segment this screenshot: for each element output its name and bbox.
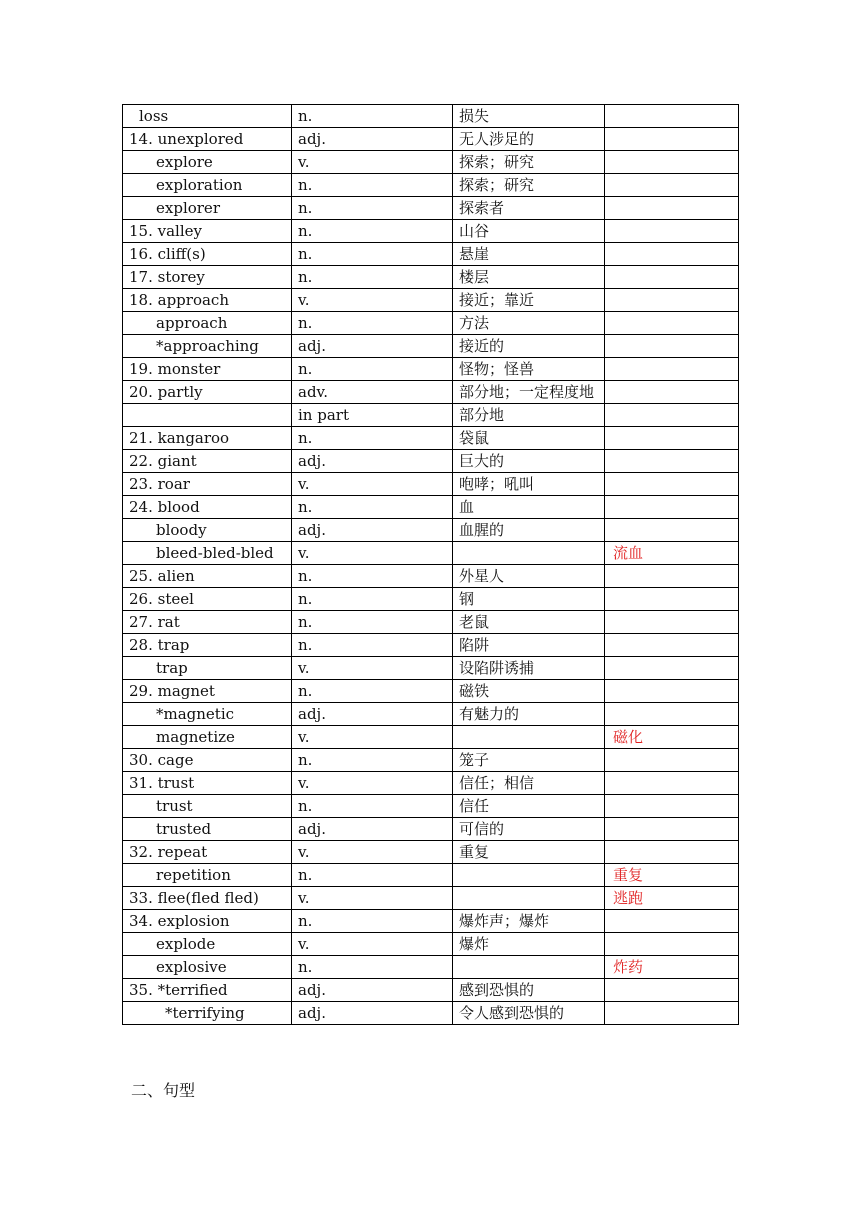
note-cell	[605, 1002, 739, 1025]
word-text: 20. partly	[129, 383, 203, 401]
table-row	[123, 519, 739, 542]
word-cell	[123, 289, 292, 312]
note-cell	[605, 174, 739, 197]
table-row	[123, 565, 739, 588]
note-cell	[605, 818, 739, 841]
note-cell	[605, 611, 739, 634]
meaning-cell	[453, 542, 605, 565]
meaning-cell: 信任；相信	[453, 772, 605, 795]
part-of-speech-cell: n.	[292, 588, 453, 611]
word-text: 31. trust	[129, 774, 195, 792]
word-cell	[123, 220, 292, 243]
word-cell	[123, 703, 292, 726]
part-of-speech-cell: n.	[292, 956, 453, 979]
word-text: explorer	[156, 199, 220, 217]
note-cell	[605, 289, 739, 312]
meaning-cell: 笼子	[453, 749, 605, 772]
meaning-cell	[453, 864, 605, 887]
word-cell	[123, 105, 292, 128]
table-row	[123, 979, 739, 1002]
table-row	[123, 657, 739, 680]
part-of-speech-cell: n.	[292, 680, 453, 703]
word-cell	[123, 542, 292, 565]
table-row	[123, 795, 739, 818]
word-text: 26. steel	[129, 590, 194, 608]
part-of-speech-cell: n.	[292, 611, 453, 634]
word-text: 24. blood	[129, 498, 200, 516]
meaning-cell: 部分地	[453, 404, 605, 427]
word-text: 30. cage	[129, 751, 194, 769]
note-cell	[605, 220, 739, 243]
part-of-speech-cell: n.	[292, 634, 453, 657]
part-of-speech-cell: v.	[292, 841, 453, 864]
note-cell	[605, 266, 739, 289]
word-text: 35. *terrified	[129, 981, 228, 999]
word-cell	[123, 565, 292, 588]
part-of-speech-cell: v.	[292, 933, 453, 956]
note-cell	[605, 588, 739, 611]
part-of-speech-cell: v.	[292, 772, 453, 795]
word-cell	[123, 933, 292, 956]
word-cell	[123, 634, 292, 657]
note-cell	[605, 910, 739, 933]
note-cell	[605, 703, 739, 726]
part-of-speech-cell: n.	[292, 266, 453, 289]
meaning-cell: 爆炸	[453, 933, 605, 956]
note-cell	[605, 105, 739, 128]
note-cell	[605, 979, 739, 1002]
part-of-speech-cell: v.	[292, 726, 453, 749]
word-text: 25. alien	[129, 567, 195, 585]
word-cell	[123, 197, 292, 220]
word-text: 29. magnet	[129, 682, 215, 700]
meaning-cell: 磁铁	[453, 680, 605, 703]
meaning-cell: 方法	[453, 312, 605, 335]
table-row	[123, 1002, 739, 1025]
meaning-cell	[453, 956, 605, 979]
part-of-speech-cell: n.	[292, 795, 453, 818]
note-cell	[605, 381, 739, 404]
word-cell	[123, 473, 292, 496]
note-cell	[605, 565, 739, 588]
table-row	[123, 588, 739, 611]
word-text: 18. approach	[129, 291, 229, 309]
table-row	[123, 473, 739, 496]
word-cell	[123, 588, 292, 611]
table-row	[123, 358, 739, 381]
part-of-speech-cell: adj.	[292, 703, 453, 726]
part-of-speech-cell: adj.	[292, 979, 453, 1002]
table-row	[123, 289, 739, 312]
note-cell	[605, 772, 739, 795]
note-cell: 逃跑	[605, 887, 739, 910]
note-cell	[605, 749, 739, 772]
note-cell	[605, 841, 739, 864]
meaning-cell: 陷阱	[453, 634, 605, 657]
table-row	[123, 956, 739, 979]
meaning-cell: 可信的	[453, 818, 605, 841]
word-cell	[123, 243, 292, 266]
part-of-speech-cell: n.	[292, 312, 453, 335]
table-row	[123, 151, 739, 174]
part-of-speech-cell: adj.	[292, 128, 453, 151]
word-cell	[123, 887, 292, 910]
word-cell	[123, 979, 292, 1002]
note-cell	[605, 335, 739, 358]
word-cell	[123, 404, 292, 427]
word-text: repetition	[156, 866, 231, 884]
vocabulary-table-body	[123, 105, 739, 1025]
word-cell	[123, 381, 292, 404]
word-cell	[123, 427, 292, 450]
word-cell	[123, 450, 292, 473]
word-cell	[123, 611, 292, 634]
table-row	[123, 887, 739, 910]
meaning-cell: 钢	[453, 588, 605, 611]
note-cell	[605, 473, 739, 496]
part-of-speech-cell: n.	[292, 220, 453, 243]
word-text: explode	[156, 935, 216, 953]
part-of-speech-cell: v.	[292, 657, 453, 680]
note-cell	[605, 151, 739, 174]
word-text: trusted	[156, 820, 212, 838]
table-row	[123, 128, 739, 151]
note-cell	[605, 933, 739, 956]
meaning-cell: 探索；研究	[453, 174, 605, 197]
part-of-speech-cell: in part	[292, 404, 453, 427]
part-of-speech-cell: adj.	[292, 519, 453, 542]
word-text: 16. cliff(s)	[129, 245, 206, 263]
word-cell	[123, 128, 292, 151]
word-cell	[123, 795, 292, 818]
word-text: 32. repeat	[129, 843, 208, 861]
meaning-cell: 袋鼠	[453, 427, 605, 450]
word-cell	[123, 657, 292, 680]
part-of-speech-cell: n.	[292, 565, 453, 588]
word-cell	[123, 1002, 292, 1025]
part-of-speech-cell: v.	[292, 887, 453, 910]
meaning-cell: 接近；靠近	[453, 289, 605, 312]
word-text: explore	[156, 153, 213, 171]
meaning-cell: 设陷阱诱捕	[453, 657, 605, 680]
word-text: approach	[156, 314, 228, 332]
part-of-speech-cell: adj.	[292, 1002, 453, 1025]
word-cell	[123, 749, 292, 772]
word-text: 21. kangaroo	[129, 429, 230, 447]
word-text: trap	[156, 659, 188, 677]
word-cell	[123, 864, 292, 887]
word-text: bleed-bled-bled	[156, 544, 274, 562]
note-cell	[605, 312, 739, 335]
meaning-cell	[453, 887, 605, 910]
meaning-cell	[453, 726, 605, 749]
table-row	[123, 381, 739, 404]
note-cell	[605, 197, 739, 220]
meaning-cell: 重复	[453, 841, 605, 864]
word-cell	[123, 818, 292, 841]
word-text: 14. unexplored	[129, 130, 244, 148]
note-cell	[605, 795, 739, 818]
word-text: 27. rat	[129, 613, 180, 631]
section-heading-sentence-patterns: 二、句型	[131, 1081, 196, 1100]
word-cell	[123, 312, 292, 335]
meaning-cell: 外星人	[453, 565, 605, 588]
meaning-cell: 感到恐惧的	[453, 979, 605, 1002]
note-cell: 重复	[605, 864, 739, 887]
word-text: *terrifying	[165, 1004, 245, 1022]
part-of-speech-cell: n.	[292, 910, 453, 933]
word-cell	[123, 726, 292, 749]
part-of-speech-cell: n.	[292, 197, 453, 220]
word-text: 15. valley	[129, 222, 202, 240]
meaning-cell: 探索者	[453, 197, 605, 220]
note-cell: 流血	[605, 542, 739, 565]
part-of-speech-cell: v.	[292, 542, 453, 565]
meaning-cell: 令人感到恐惧的	[453, 1002, 605, 1025]
word-text: loss	[139, 107, 169, 125]
note-cell	[605, 243, 739, 266]
word-text: bloody	[156, 521, 207, 539]
meaning-cell: 楼层	[453, 266, 605, 289]
part-of-speech-cell: adj.	[292, 335, 453, 358]
word-cell	[123, 519, 292, 542]
word-text: 22. giant	[129, 452, 197, 470]
part-of-speech-cell: n.	[292, 496, 453, 519]
meaning-cell: 探索；研究	[453, 151, 605, 174]
meaning-cell: 部分地；一定程度地	[453, 381, 605, 404]
meaning-cell: 接近的	[453, 335, 605, 358]
part-of-speech-cell: adj.	[292, 818, 453, 841]
meaning-cell: 巨大的	[453, 450, 605, 473]
table-row	[123, 910, 739, 933]
table-row	[123, 818, 739, 841]
word-text: *approaching	[156, 337, 259, 355]
meaning-cell: 血	[453, 496, 605, 519]
part-of-speech-cell: v.	[292, 151, 453, 174]
table-row	[123, 841, 739, 864]
table-row	[123, 772, 739, 795]
word-cell	[123, 496, 292, 519]
table-row	[123, 611, 739, 634]
meaning-cell: 信任	[453, 795, 605, 818]
table-row	[123, 335, 739, 358]
table-row	[123, 542, 739, 565]
meaning-cell: 无人涉足的	[453, 128, 605, 151]
note-cell	[605, 680, 739, 703]
part-of-speech-cell: adv.	[292, 381, 453, 404]
note-cell: 炸药	[605, 956, 739, 979]
word-text: trust	[156, 797, 193, 815]
table-row	[123, 427, 739, 450]
note-cell	[605, 450, 739, 473]
part-of-speech-cell: n.	[292, 243, 453, 266]
word-cell	[123, 174, 292, 197]
table-row	[123, 220, 739, 243]
word-text: explosive	[156, 958, 227, 976]
part-of-speech-cell: n.	[292, 749, 453, 772]
table-row	[123, 703, 739, 726]
word-text: *magnetic	[156, 705, 235, 723]
meaning-cell: 咆哮；吼叫	[453, 473, 605, 496]
table-row	[123, 496, 739, 519]
meaning-cell: 老鼠	[453, 611, 605, 634]
table-row	[123, 174, 739, 197]
word-text: 19. monster	[129, 360, 221, 378]
table-row	[123, 726, 739, 749]
word-cell	[123, 358, 292, 381]
part-of-speech-cell: n.	[292, 864, 453, 887]
table-row	[123, 105, 739, 128]
word-cell	[123, 910, 292, 933]
table-row	[123, 266, 739, 289]
note-cell	[605, 358, 739, 381]
part-of-speech-cell: n.	[292, 427, 453, 450]
table-row	[123, 933, 739, 956]
word-text: 17. storey	[129, 268, 205, 286]
meaning-cell: 爆炸声；爆炸	[453, 910, 605, 933]
word-cell	[123, 841, 292, 864]
meaning-cell: 血腥的	[453, 519, 605, 542]
note-cell	[605, 427, 739, 450]
meaning-cell: 怪物；怪兽	[453, 358, 605, 381]
note-cell	[605, 519, 739, 542]
word-text: 33. flee(fled fled)	[129, 889, 259, 907]
word-text: 34. explosion	[129, 912, 230, 930]
word-cell	[123, 335, 292, 358]
note-cell	[605, 496, 739, 519]
table-row	[123, 680, 739, 703]
note-cell: 磁化	[605, 726, 739, 749]
part-of-speech-cell: n.	[292, 105, 453, 128]
table-row	[123, 243, 739, 266]
table-row	[123, 404, 739, 427]
meaning-cell: 有魅力的	[453, 703, 605, 726]
part-of-speech-cell: v.	[292, 289, 453, 312]
word-text: exploration	[156, 176, 243, 194]
table-row	[123, 450, 739, 473]
word-text: 28. trap	[129, 636, 190, 654]
meaning-cell: 悬崖	[453, 243, 605, 266]
table-row	[123, 634, 739, 657]
note-cell	[605, 404, 739, 427]
part-of-speech-cell: v.	[292, 473, 453, 496]
table-row	[123, 864, 739, 887]
table-row	[123, 749, 739, 772]
note-cell	[605, 634, 739, 657]
vocabulary-table	[122, 104, 739, 1025]
part-of-speech-cell: n.	[292, 358, 453, 381]
table-row	[123, 197, 739, 220]
meaning-cell: 山谷	[453, 220, 605, 243]
word-text: magnetize	[156, 728, 235, 746]
part-of-speech-cell: n.	[292, 174, 453, 197]
word-cell	[123, 151, 292, 174]
part-of-speech-cell: adj.	[292, 450, 453, 473]
word-cell	[123, 266, 292, 289]
word-text: 23. roar	[129, 475, 190, 493]
meaning-cell: 损失	[453, 105, 605, 128]
table-row	[123, 312, 739, 335]
note-cell	[605, 657, 739, 680]
word-cell	[123, 956, 292, 979]
word-cell	[123, 772, 292, 795]
note-cell	[605, 128, 739, 151]
word-cell	[123, 680, 292, 703]
